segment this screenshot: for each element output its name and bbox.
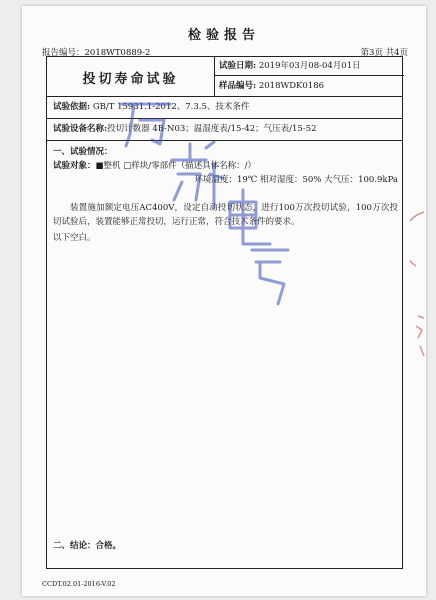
test-basis <box>53 97 249 118</box>
blank-below-note: 以下空白。 <box>53 233 96 243</box>
test-date <box>215 57 404 76</box>
test-equipment <box>53 119 317 140</box>
report-title: 检验报告 <box>187 28 260 43</box>
test-object <box>53 159 256 171</box>
document-code: CCDT.02.01-2016-V.02 <box>42 580 116 588</box>
sample-number-label: 样品编号: <box>219 81 257 91</box>
sample-number <box>215 76 408 97</box>
test-object-label: 试验对象： <box>53 161 96 171</box>
test-date-label: 试验日期: <box>219 61 257 71</box>
test-equipment-label: 试验设备名称: <box>53 124 108 134</box>
report-number: 报告编号：2018WT0889-2 <box>42 48 151 58</box>
test-equipment-value: 投切计数器 4B-N03；温湿度表/15-42；气压表/15-52 <box>107 124 317 134</box>
seam-stamp <box>410 206 426 386</box>
basis-row <box>47 97 402 119</box>
test-object-value: ■整机 □样块/零部件（描述具体名称：/） <box>95 161 257 171</box>
page-number: 第3页 共4页 <box>360 48 408 58</box>
test-date-value: 2019年03月08-04月01日 <box>256 61 361 71</box>
test-name: 投切寿命试验 <box>47 57 215 97</box>
equipment-row <box>47 119 402 141</box>
report-page <box>22 6 426 596</box>
test-description: 装置施加额定电压AC400V，设定自动投切状态，进行100万次投切试验，100万次投切试验后，装置能够正常投切，运行正常，符合技术条件的要求。 <box>53 203 398 227</box>
title-row <box>47 57 402 97</box>
section-test-situation: 一、试验情况： <box>53 147 113 157</box>
test-basis-label: 试验依据: <box>53 102 91 112</box>
conclusion: 二、结论：合格。 <box>53 541 122 551</box>
sample-number-value: 2018WDK0186 <box>256 81 325 91</box>
test-basis-value: GB/T 15931.1-2012、7.3.5、技术条件 <box>90 102 250 112</box>
environment-conditions: 环境温度：19℃ 相对湿度：50% 大气压：100.9kPa <box>194 175 398 185</box>
test-record-table <box>46 56 403 569</box>
